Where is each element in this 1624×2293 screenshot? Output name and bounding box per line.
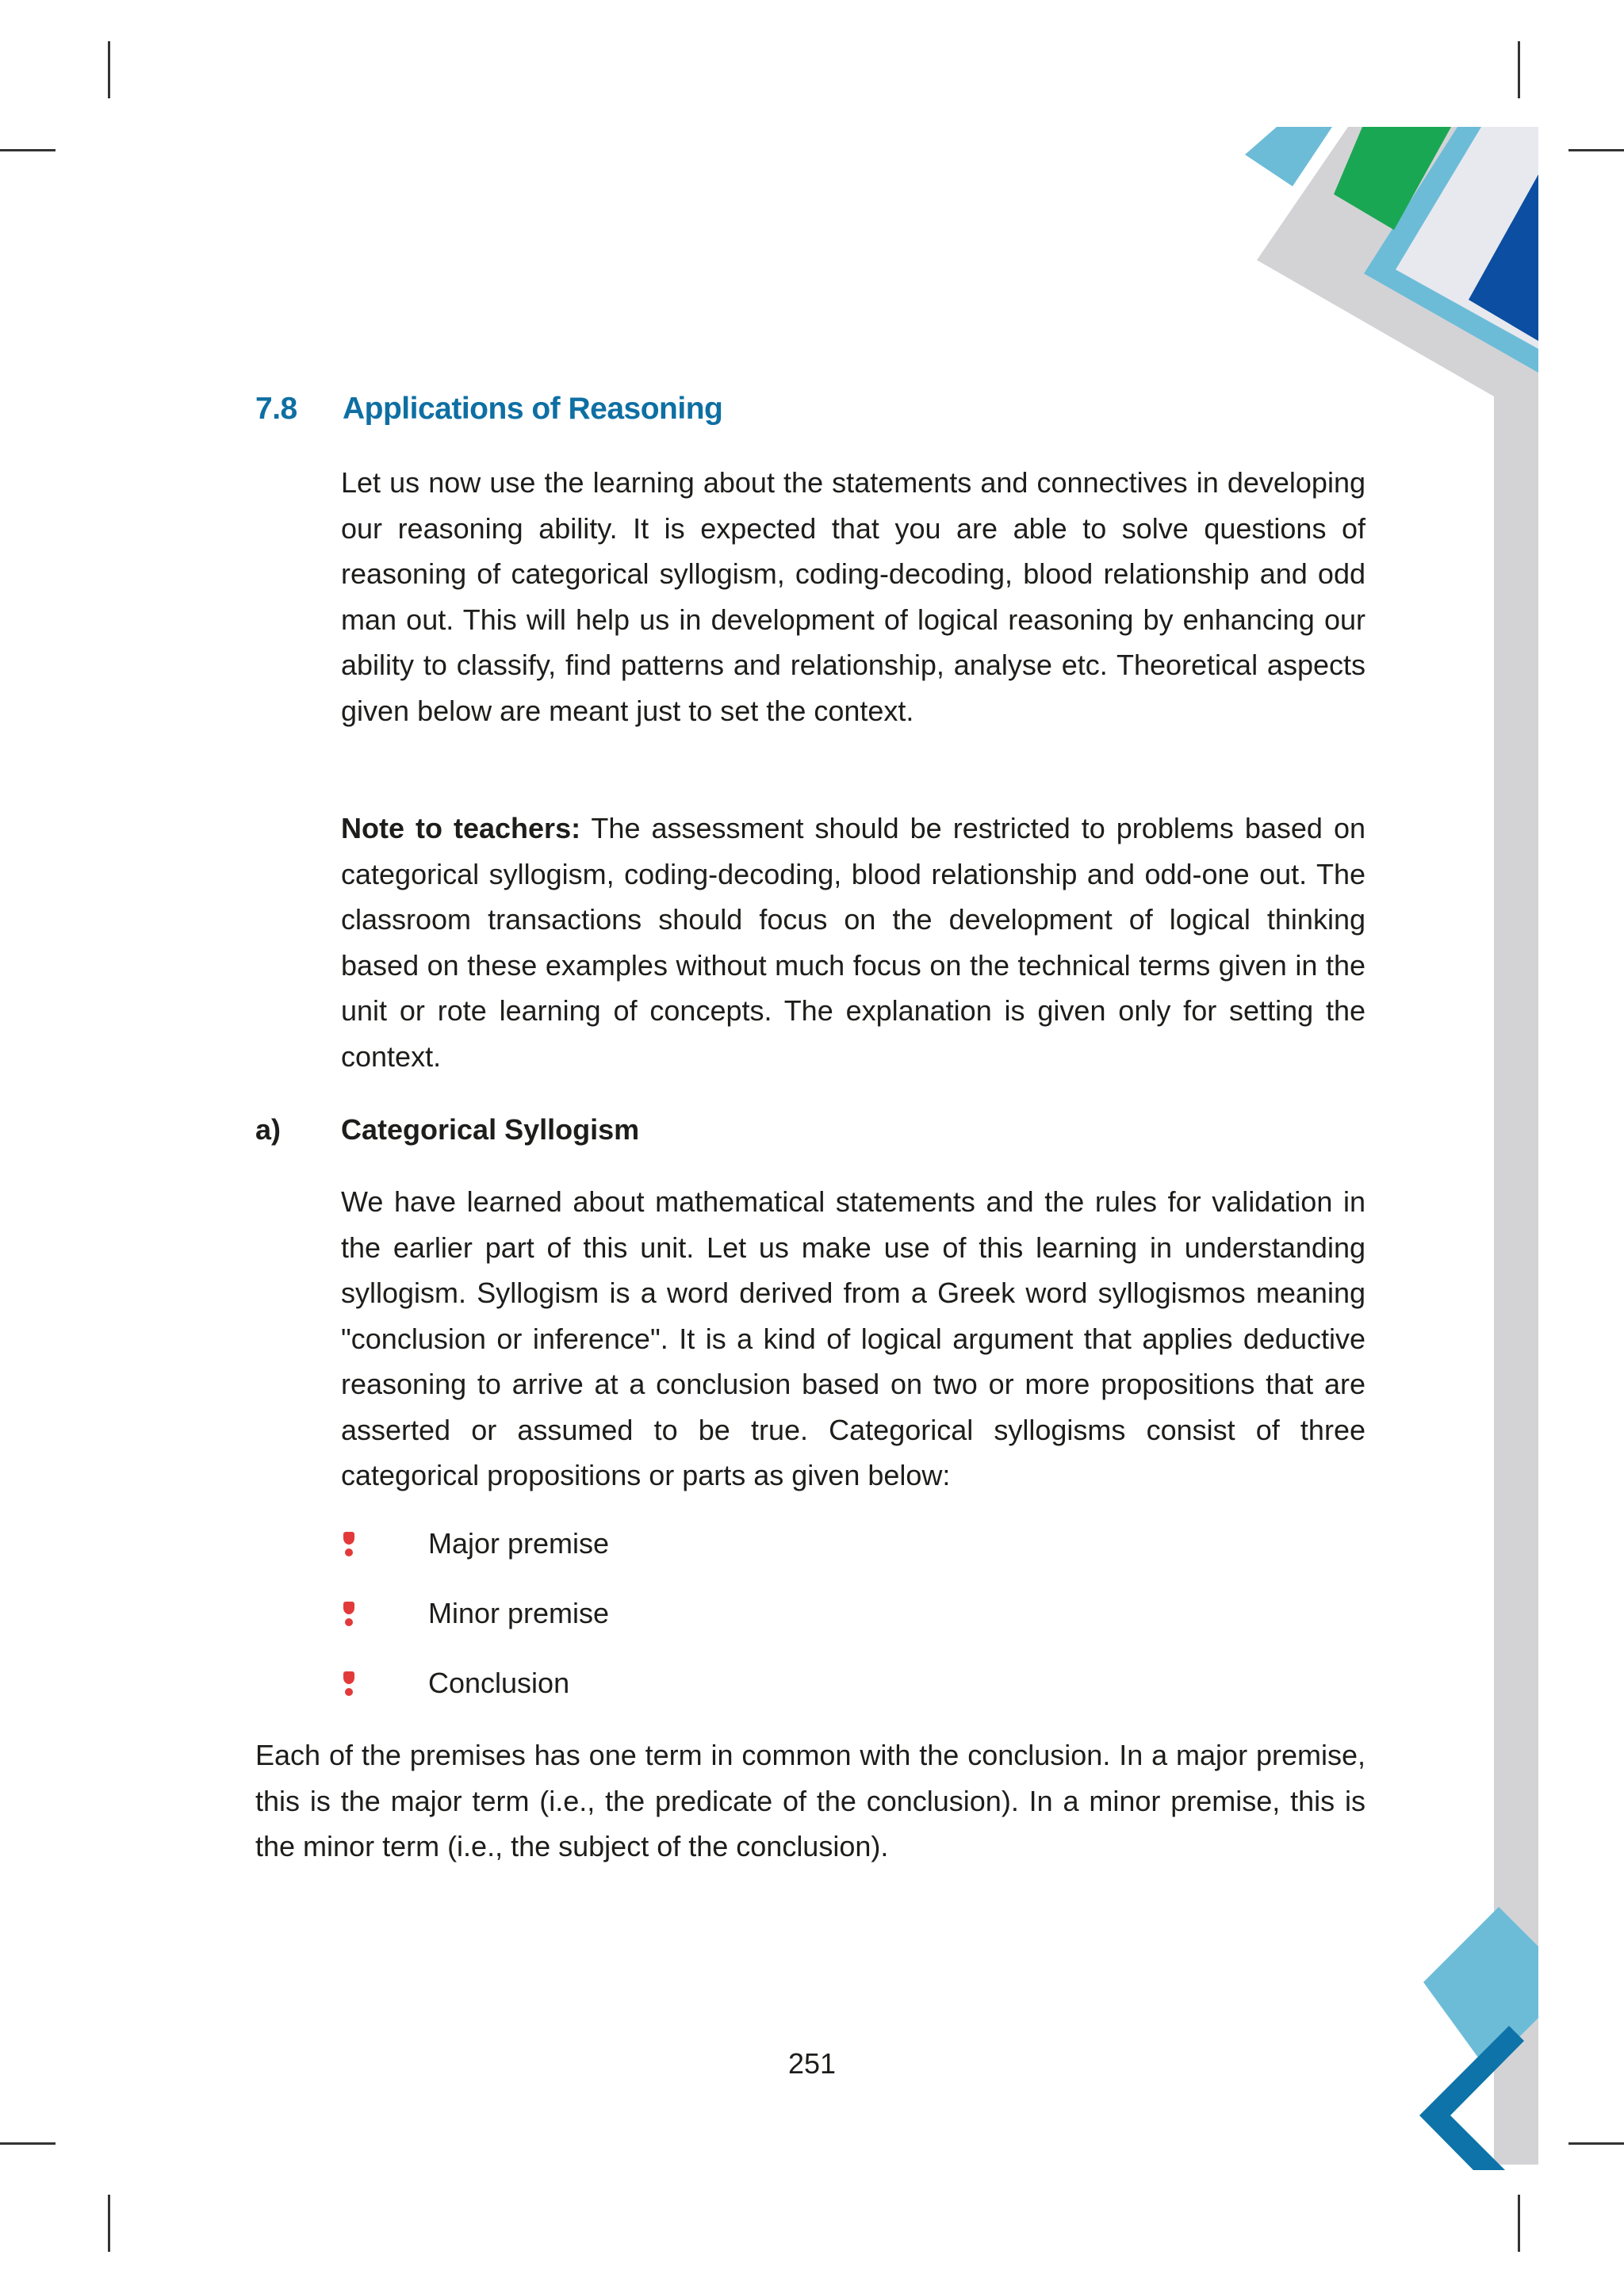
section-title: Applications of Reasoning bbox=[343, 392, 723, 426]
list-item-label: Minor premise bbox=[428, 1597, 610, 1629]
section-number: 7.8 bbox=[255, 392, 297, 426]
list-item bbox=[341, 1524, 609, 1594]
page-number: 251 bbox=[787, 2047, 837, 2080]
list-item-label: Major premise bbox=[428, 1527, 610, 1560]
note-paragraph bbox=[341, 806, 1365, 1079]
exclamation-bullet-icon bbox=[341, 1530, 358, 1559]
list-item bbox=[341, 1663, 609, 1733]
exclamation-bullet-icon bbox=[341, 1600, 358, 1629]
intro-paragraph: Let us now use the learning about the statements and connectives in developing our reasoning ability. It is expected that you are able to solve questions of reasoning of categorical syllogism, coding-decoding, blood relationship and odd man out. This will help us in development of logical reasoning by enhancing our ability to classify, find patterns and relationship, analyse etc. Theoretical aspects given below are meant just to set the context. bbox=[341, 466, 1365, 727]
syllogism-paragraph: We have learned about mathematical statements and the rules for validation in the earlier part of this unit. Let us make use of this learning in understanding syllogism. Syllogism is a word derived from a Greek word syllogismos meaning "conclusion or inference". It is a kind of logical argument that applies deductive reasoning to arrive at a conclusion based on two or more propositions that are asserted or assumed to be true. Categorical syllogisms consist of three categorical propositions or parts as given below: bbox=[341, 1185, 1365, 1491]
note-text: The assessment should be restricted to problems based on categorical syllogism, coding-decoding, blood relationship and odd-one out. The classroom transactions should focus on the development of logical thinking based on these examples without much focus on the technical terms given in the unit or rote learning of concepts. The explanation is given only for setting the context. bbox=[341, 812, 1365, 1073]
exclamation-bullet-icon bbox=[341, 1670, 358, 1698]
list-item bbox=[341, 1594, 609, 1663]
subsection-title: Categorical Syllogism bbox=[341, 1113, 640, 1146]
premise-list bbox=[341, 1524, 609, 1733]
note-label: Note to teachers: bbox=[341, 812, 581, 844]
list-item-label: Conclusion bbox=[428, 1667, 570, 1699]
subsection-letter: a) bbox=[255, 1113, 282, 1146]
closing-paragraph: Each of the premises has one term in common with the conclusion. In a major premise, this is the major term (i.e., the predicate of the conclusion). In a minor premise, this is the minor term (i.e., the subject of the conclusion). bbox=[255, 1739, 1365, 1862]
